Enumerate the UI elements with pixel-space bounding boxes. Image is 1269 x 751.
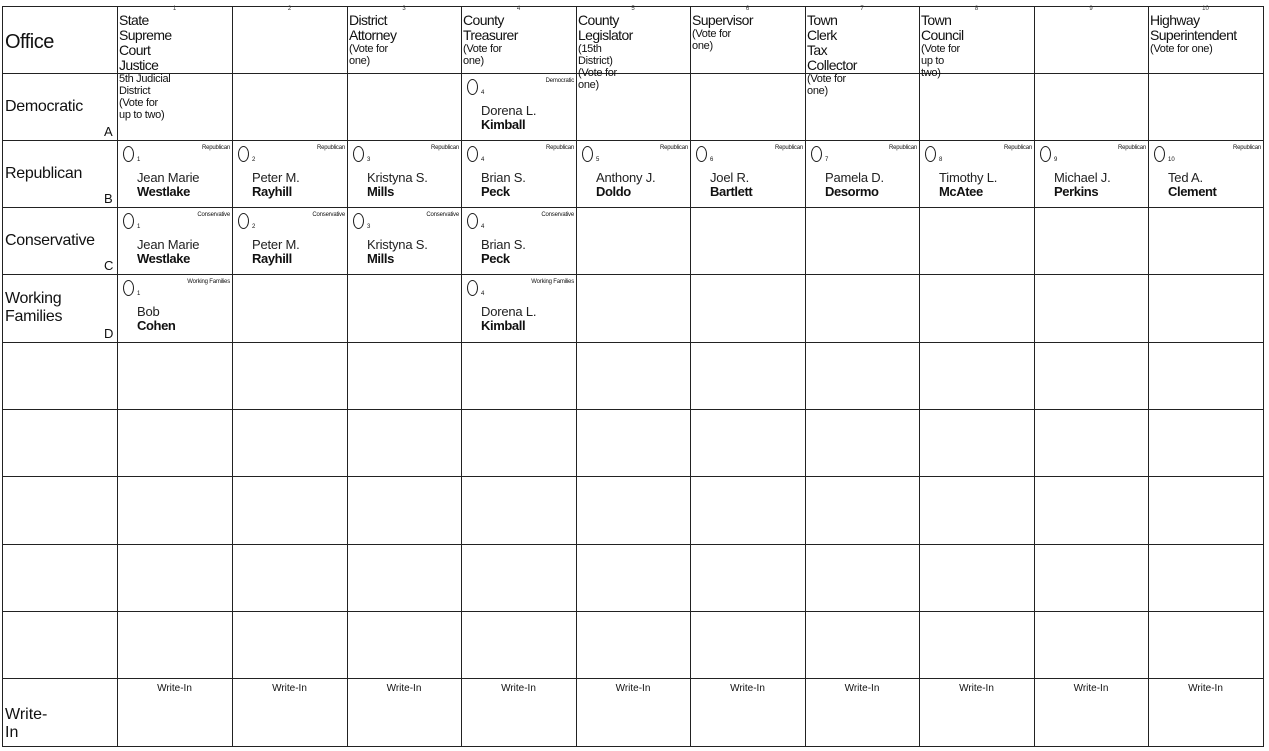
writein-label: Write-In [844,683,880,694]
office-title [807,13,857,97]
party-tag: Republican [1003,145,1032,151]
candidate-first-name: Kristyna S. [367,237,428,252]
position-number: 9 [1054,157,1058,163]
vote-oval[interactable] [467,280,478,296]
candidate-last-name: Mills [367,184,394,199]
candidate-last-name: Perkins [1054,184,1099,199]
candidate-cell[interactable] [461,274,576,341]
candidate-last-name: Westlake [137,184,190,199]
party-tag: Republican [430,145,459,151]
party-label-line: Working [5,290,62,307]
writein-cell[interactable] [347,678,461,746]
column-number: 2 [287,6,292,12]
office-title-line: Highway [1150,12,1200,28]
office-title-line: Court Justice [119,42,159,73]
position-number: 5 [596,157,600,163]
office-title [578,13,633,91]
candidate-first-name: Dorena L. [481,304,537,319]
vote-oval[interactable] [467,213,478,229]
position-number: 6 [710,157,714,163]
writein-label: Write-In [501,683,536,694]
row-letter: B [104,191,113,206]
position-number: 4 [481,291,485,297]
office-title-line: Council [921,27,964,43]
candidate-last-name: Cohen [137,318,176,333]
column-number: 6 [745,6,750,12]
position-number: 10 [1168,157,1175,163]
office-title-line: Town [921,12,952,28]
position-number: 2 [252,157,256,163]
candidate-cell[interactable] [461,207,576,274]
grid-hline [2,409,1264,410]
candidate-cell[interactable] [232,207,347,274]
candidate-cell[interactable] [1148,140,1263,207]
office-instruction: (Vote for up to two) [119,97,165,121]
office-title [349,13,396,67]
party-label [5,98,83,116]
writein-label: Write-In [730,683,765,694]
position-number: 2 [252,224,256,230]
writein-cell[interactable] [1034,678,1148,746]
grid-vline [117,6,118,747]
vote-oval[interactable] [123,280,134,296]
writein-label: Write-In [157,683,192,694]
office-title-line: Supervisor [692,12,753,28]
office-instruction: (Vote for one) [349,43,388,67]
position-number: 7 [825,157,829,163]
office-instruction: (Vote for one) [463,43,502,67]
writein-cell[interactable] [805,678,919,746]
office-title-line: Superintendent [1150,27,1237,43]
writein-cell[interactable] [232,678,347,746]
office-title-line: County [463,12,504,28]
position-number: 3 [367,224,371,230]
party-tag: Democratic [545,78,574,84]
candidate-last-name: Peck [481,251,510,266]
grid-hline [2,611,1264,612]
party-label-line: Families [5,308,63,325]
candidate-cell[interactable] [805,140,919,207]
candidate-last-name: Rayhill [252,184,292,199]
vote-oval[interactable] [123,146,134,162]
writein-cell[interactable] [919,678,1034,746]
party-tag: Conservative [312,212,345,218]
office-instruction: (Vote for one) [1150,43,1213,55]
writein-row-label: Write-In [5,706,48,741]
party-tag: Conservative [426,212,459,218]
grid-vline [347,6,348,747]
row-letter: A [104,124,113,139]
candidate-last-name: Bartlett [710,184,753,199]
column-number: 3 [402,6,406,12]
office-instruction: (Vote for one) [578,67,617,91]
candidate-first-name: Michael J. [1054,170,1111,185]
vote-oval[interactable] [1040,146,1051,162]
writein-cell[interactable] [117,678,232,746]
vote-oval[interactable] [238,213,249,229]
candidate-last-name: Clement [1168,184,1217,199]
writein-label: Write-In [1188,683,1223,694]
writein-label: Write-In [386,683,422,694]
position-number: 1 [137,291,141,297]
office-instruction: 5th Judicial District [119,73,171,97]
vote-oval[interactable] [925,146,936,162]
candidate-first-name: Joel R. [710,170,750,185]
candidate-first-name: Ted A. [1168,170,1203,185]
position-number: 3 [367,157,371,163]
grid-hline [2,746,1264,747]
office-title [1150,13,1237,55]
vote-oval[interactable] [582,146,593,162]
candidate-first-name: Dorena L. [481,103,537,118]
party-tag: Conservative [541,212,574,218]
position-number: 4 [481,224,485,230]
candidate-first-name: Brian S. [481,170,526,185]
office-header-label: Office [5,31,54,53]
party-tag: Republican [1232,145,1261,151]
vote-oval[interactable] [467,79,478,95]
office-title [119,13,172,121]
office-title [692,13,753,52]
column-number: 8 [974,6,979,12]
candidate-last-name: Doldo [596,184,631,199]
office-title [921,13,964,79]
party-label-line: Conservative [5,231,95,249]
candidate-last-name: Kimball [481,117,526,132]
office-title-line: County [578,12,619,28]
office-instruction: (Vote for up to two) [921,43,960,79]
grid-vline [1263,6,1264,747]
office-title-line: District [349,12,387,28]
vote-oval[interactable] [811,146,822,162]
party-label-line: Democratic [5,97,83,115]
party-tag: Republican [201,145,230,151]
candidate-cell[interactable] [919,140,1034,207]
column-number: 7 [860,6,864,12]
grid-vline [232,6,233,747]
column-number: 10 [1202,6,1209,12]
candidate-first-name: Timothy L. [939,170,998,185]
candidate-first-name: Kristyna S. [367,170,428,185]
writein-label: Write-In [272,683,307,694]
candidate-cell[interactable] [461,73,576,140]
grid-hline [2,342,1264,343]
candidate-last-name: Mills [367,251,394,266]
candidate-first-name: Jean Marie [137,237,200,252]
grid-hline [2,476,1264,477]
party-tag: Working Families [187,279,230,285]
column-number: 4 [516,6,521,12]
vote-oval[interactable] [696,146,707,162]
party-tag: Republican [316,145,345,151]
office-title-line: Tax Collector [807,42,857,73]
candidate-cell[interactable] [347,207,461,274]
position-number: 4 [481,157,485,163]
party-tag: Republican [545,145,574,151]
office-instruction: (Vote for one) [807,73,846,97]
candidate-first-name: Pamela D. [825,170,884,185]
party-label-line: Republican [5,164,83,182]
vote-oval[interactable] [1154,146,1165,162]
vote-oval[interactable] [353,146,364,162]
grid-vline [2,6,3,747]
row-letter: C [104,258,114,273]
party-label [5,290,62,326]
office-title-line: State Supreme [119,12,172,43]
writein-cell[interactable] [1148,678,1263,746]
candidate-first-name: Bob [137,304,160,319]
position-number: 4 [481,90,485,96]
office-title [463,13,518,67]
position-number: 1 [137,224,141,230]
writein-label: Write-In [615,683,651,694]
vote-oval[interactable] [353,213,364,229]
party-label [5,165,82,183]
position-number: 1 [137,157,141,163]
candidate-cell[interactable] [347,140,461,207]
column-number: 5 [631,6,635,12]
candidate-first-name: Peter M. [252,170,300,185]
column-number: 1 [172,6,177,12]
candidate-last-name: Kimball [481,318,526,333]
grid-vline [805,6,806,747]
party-tag: Conservative [197,212,230,218]
position-number: 8 [939,157,943,163]
grid-hline [2,73,1264,74]
writein-cell[interactable] [690,678,805,746]
office-instruction: (15th District) [578,43,613,67]
grid-vline [690,6,691,747]
candidate-first-name: Brian S. [481,237,526,252]
candidate-last-name: Westlake [137,251,190,266]
grid-hline [2,544,1264,545]
writein-cell[interactable] [461,678,576,746]
office-title-line: Treasurer [463,27,518,43]
writein-label: Write-In [1073,683,1109,694]
grid-vline [1148,6,1149,747]
candidate-first-name: Peter M. [252,237,300,252]
candidate-first-name: Jean Marie [137,170,200,185]
office-instruction: (Vote for one) [692,28,731,52]
party-tag: Working Families [531,279,574,285]
party-tag: Republican [659,145,688,151]
candidate-first-name: Anthony J. [596,170,656,185]
party-label [5,232,95,250]
candidate-cell[interactable] [117,274,232,341]
party-tag: Republican [888,145,917,151]
office-title-line: Town Clerk [807,12,838,43]
office-title-line: Attorney [349,27,397,43]
vote-oval[interactable] [238,146,249,162]
candidate-cell[interactable] [1034,140,1148,207]
grid-vline [1034,6,1035,747]
candidate-last-name: McAtee [939,184,983,199]
grid-vline [919,6,920,747]
writein-label: Write-In [959,683,994,694]
office-title-line: Legislator [578,27,633,43]
party-tag: Republican [774,145,803,151]
vote-oval[interactable] [467,146,478,162]
candidate-last-name: Rayhill [252,251,292,266]
grid-vline [576,6,577,747]
candidate-cell[interactable] [461,140,576,207]
candidate-cell[interactable] [117,207,232,274]
candidate-cell[interactable] [576,140,690,207]
vote-oval[interactable] [123,213,134,229]
candidate-last-name: Peck [481,184,510,199]
party-tag: Republican [1117,145,1146,151]
candidate-cell[interactable] [232,140,347,207]
candidate-last-name: Desormo [825,184,879,199]
candidate-cell[interactable] [690,140,805,207]
writein-cell[interactable] [576,678,690,746]
column-number: 9 [1089,6,1093,12]
candidate-cell[interactable] [117,140,232,207]
row-letter: D [104,326,114,341]
